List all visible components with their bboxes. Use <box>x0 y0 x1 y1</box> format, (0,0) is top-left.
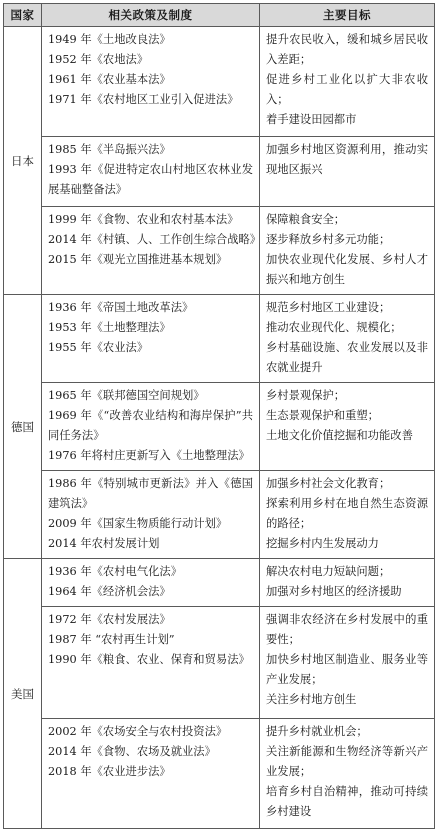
goal-item: 解决农村电力短缺问题； <box>266 565 391 578</box>
policy-item: 2002 年《农场安全与农村投资法》 <box>48 725 228 738</box>
policy-item: 2018 年《农业进步法》 <box>48 765 171 778</box>
goal-cell <box>260 383 435 471</box>
goal-item: 土地文化价值挖掘和功能改善 <box>266 429 413 442</box>
header-row <box>4 4 435 27</box>
goal-item: 规范乡村地区工业建设； <box>266 301 391 314</box>
policy-table <box>3 3 435 829</box>
policy-item: 2014 年《食物、农场及就业法》 <box>48 745 216 758</box>
policy-item: 1990 年《粮食、农业、保育和贸易法》 <box>48 653 250 666</box>
goal-cell <box>260 607 435 719</box>
table-row <box>4 719 435 829</box>
table-row <box>4 207 435 295</box>
policy-cell <box>42 137 260 207</box>
policy-item: 1953 年《土地整理法》 <box>48 321 171 334</box>
goal-item: 促进乡村工业化以扩大非农收入； <box>266 73 428 106</box>
table-row <box>4 559 435 607</box>
goal-item: 探索利用乡村在地自然生态资源的路径； <box>266 497 428 530</box>
table-row <box>4 383 435 471</box>
header-goals: 主要目标 <box>260 4 435 27</box>
policy-item: 1985 年《半岛振兴法》 <box>48 143 171 156</box>
policy-item: 2014 年《村镇、人、工作创生综合战略》 <box>48 233 262 246</box>
policy-item: 1972 年《农村发展法》 <box>48 613 171 626</box>
goal-item: 强调非农经济在乡村发展中的重要性； <box>266 613 428 646</box>
policy-cell <box>42 719 260 829</box>
policy-item: 1965 年《联邦德国空间规划》 <box>48 389 205 402</box>
policy-item: 1964 年《经济机会法》 <box>48 585 171 598</box>
policy-item: 1993 年《促进特定农山村地区农林业发展基础整备法》 <box>48 163 253 196</box>
policy-item: 1969 年《“改善农业结构和海岸保护”共同任务法》 <box>48 409 253 442</box>
policy-item: 1949 年《土地改良法》 <box>48 33 171 46</box>
goal-item: 保障粮食安全； <box>266 213 346 226</box>
goal-item: 生态景观保护和重塑； <box>266 409 379 422</box>
goal-item: 加快乡村地区制造业、服务业等产业发展； <box>266 653 428 686</box>
table-row <box>4 137 435 207</box>
policy-item: 1936 年《帝国土地改革法》 <box>48 301 194 314</box>
goal-cell <box>260 559 435 607</box>
goal-item: 加强对乡村地区的经济援助 <box>266 585 402 598</box>
country-japan: 日本 <box>4 27 42 295</box>
goal-item: 挖掘乡村内生发展动力 <box>266 537 379 550</box>
table-row <box>4 607 435 719</box>
policy-item: 1986 年《特别城市更新法》并入《德国建筑法》 <box>48 477 253 510</box>
policy-cell <box>42 383 260 471</box>
policy-cell <box>42 295 260 383</box>
header-policies: 相关政策及制度 <box>42 4 260 27</box>
table-body <box>4 27 435 829</box>
goal-item: 提升乡村就业机会； <box>266 725 368 738</box>
goal-cell <box>260 207 435 295</box>
goal-item: 关注乡村地方创生 <box>266 693 357 706</box>
goal-cell <box>260 719 435 829</box>
goal-item: 加强乡村地区资源利用，推动实现地区振兴 <box>266 143 428 176</box>
goal-item: 逐步释放乡村多元功能； <box>266 233 391 246</box>
goal-item: 着手建设田园都市 <box>266 113 357 126</box>
policy-item: 2014 年农村发展计划 <box>48 537 160 550</box>
policy-cell <box>42 471 260 559</box>
goal-cell <box>260 471 435 559</box>
header-country: 国家 <box>4 4 42 27</box>
table-row <box>4 471 435 559</box>
goal-cell <box>260 295 435 383</box>
goal-item: 加快农业现代化发展、乡村人才振兴和地方创生 <box>266 253 428 286</box>
policy-item: 1952 年《农地法》 <box>48 53 149 66</box>
policy-item: 1936 年《农村电气化法》 <box>48 565 183 578</box>
policy-item: 1961 年《农业基本法》 <box>48 73 171 86</box>
policy-item: 1999 年《食物、农业和农村基本法》 <box>48 213 239 226</box>
goal-item: 乡村景观保护； <box>266 389 346 402</box>
policy-cell <box>42 207 260 295</box>
policy-item: 2009 年《国家生物质能行动计划》 <box>48 517 228 530</box>
policy-item: 1971 年《农村地区工业引入促进法》 <box>48 93 239 106</box>
country-usa: 美国 <box>4 559 42 829</box>
goal-item: 推动农业现代化、规模化； <box>266 321 402 334</box>
goal-cell <box>260 27 435 137</box>
goal-item: 乡村基础设施、农业发展以及非农就业提升 <box>266 341 428 374</box>
policy-item: 1976 年将村庄更新写入《土地整理法》 <box>48 449 250 462</box>
policy-cell <box>42 559 260 607</box>
policy-cell <box>42 27 260 137</box>
goal-item: 提升农民收入，缓和城乡居民收入差距； <box>266 33 428 66</box>
policy-item: 1955 年《农业法》 <box>48 341 149 354</box>
goal-cell <box>260 137 435 207</box>
policy-item: 1987 年 “农村再生计划” <box>48 633 175 646</box>
table-row <box>4 27 435 137</box>
table-header <box>4 4 435 27</box>
goal-item: 关注新能源和生物经济等新兴产业发展； <box>266 745 428 778</box>
policy-item: 2015 年《观光立国推进基本规划》 <box>48 253 228 266</box>
table-row <box>4 295 435 383</box>
goal-item: 培育乡村自治精神，推动可持续乡村建设 <box>266 785 428 818</box>
country-germany: 德国 <box>4 295 42 559</box>
policy-cell <box>42 607 260 719</box>
goal-item: 加强乡村社会文化教育； <box>266 477 391 490</box>
